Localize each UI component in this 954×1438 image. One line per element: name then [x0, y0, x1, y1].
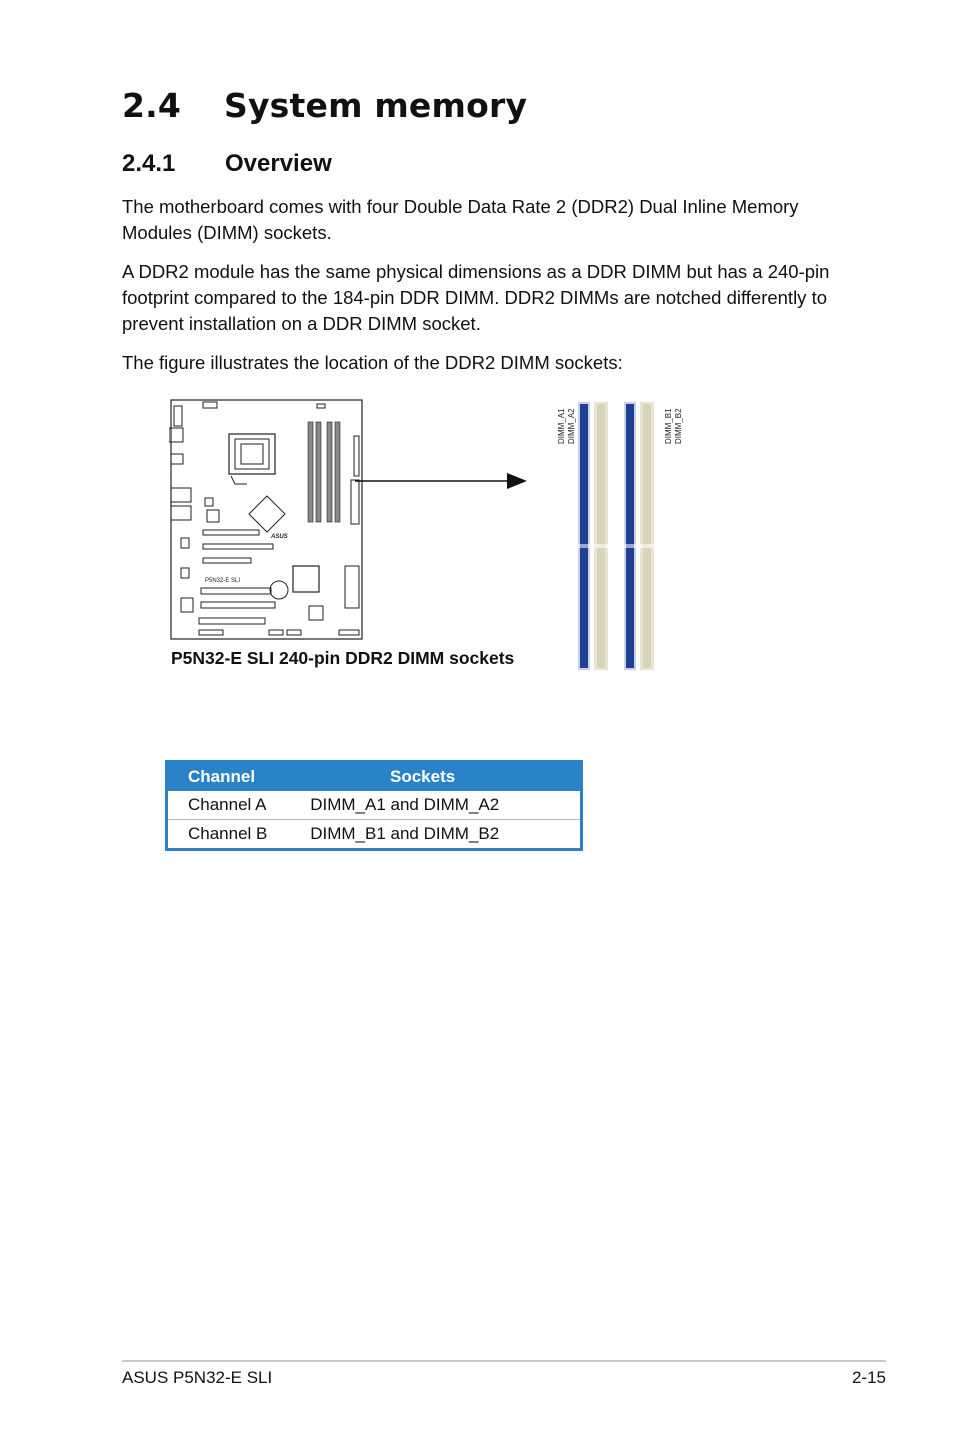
section-number: 2.4 [122, 86, 182, 125]
slot-label-dimm-a2: DIMM_A2 [567, 408, 576, 444]
footer-product-name: ASUS P5N32-E SLI [122, 1368, 273, 1387]
footer-page-number: 2-15 [851, 1368, 886, 1387]
table-cell-channel: Channel A [167, 791, 311, 820]
subsection-title: Overview [225, 150, 332, 177]
table-cell-channel: Channel B [188, 824, 268, 843]
footer-divider [122, 1360, 886, 1362]
subsection-heading [122, 150, 332, 178]
board-brand-logo: ASUS [271, 534, 288, 540]
motherboard-layout-diagram [169, 398, 365, 642]
channel-sockets-table [165, 760, 583, 851]
board-model-label: P5N32-E SLI [205, 578, 241, 584]
dimm-a1-slot [580, 404, 588, 668]
figure-caption: P5N32-E SLI 240-pin DDR2 DIMM sockets [171, 648, 515, 668]
dimm-b1-slot [626, 404, 634, 668]
table-row [167, 820, 582, 850]
paragraph-ddr2-details: A DDR2 module has the same physical dimensions as a DDR DIMM but has a 240-pin footprint compared to the 184-pin DDR DIMM. DDR2 DIMMs are notched differently to prevent installation on a DDR DIMM socket. [122, 261, 830, 334]
paragraph-figure-intro: The figure illustrates the location of the DDR2 DIMM sockets: [122, 352, 623, 373]
table-header-row [167, 762, 582, 792]
table-header-channel: Channel [167, 762, 311, 792]
subsection-number: 2.4.1 [122, 150, 176, 177]
table-cell-sockets: DIMM_A1 and DIMM_A2 [310, 791, 581, 820]
section-heading [122, 86, 527, 125]
table-header-sockets: Sockets [310, 762, 581, 792]
slot-label-dimm-a1: DIMM_A1 [557, 408, 566, 444]
table-row [167, 791, 582, 820]
table-cell-sockets: DIMM_B1 and DIMM_B2 [310, 824, 500, 843]
slot-label-dimm-b1: DIMM_B1 [664, 408, 673, 444]
pointer-arrow-icon [355, 470, 530, 492]
slot-label-dimm-b2: DIMM_B2 [674, 408, 683, 444]
section-title: System memory [224, 86, 528, 125]
paragraph-intro: The motherboard comes with four Double Data Rate 2 (DDR2) Dual Inline Memory Modules (DIMM) sockets. [122, 196, 799, 243]
dimm-b2-slot [643, 404, 651, 668]
dimm-a2-slot [597, 404, 605, 668]
